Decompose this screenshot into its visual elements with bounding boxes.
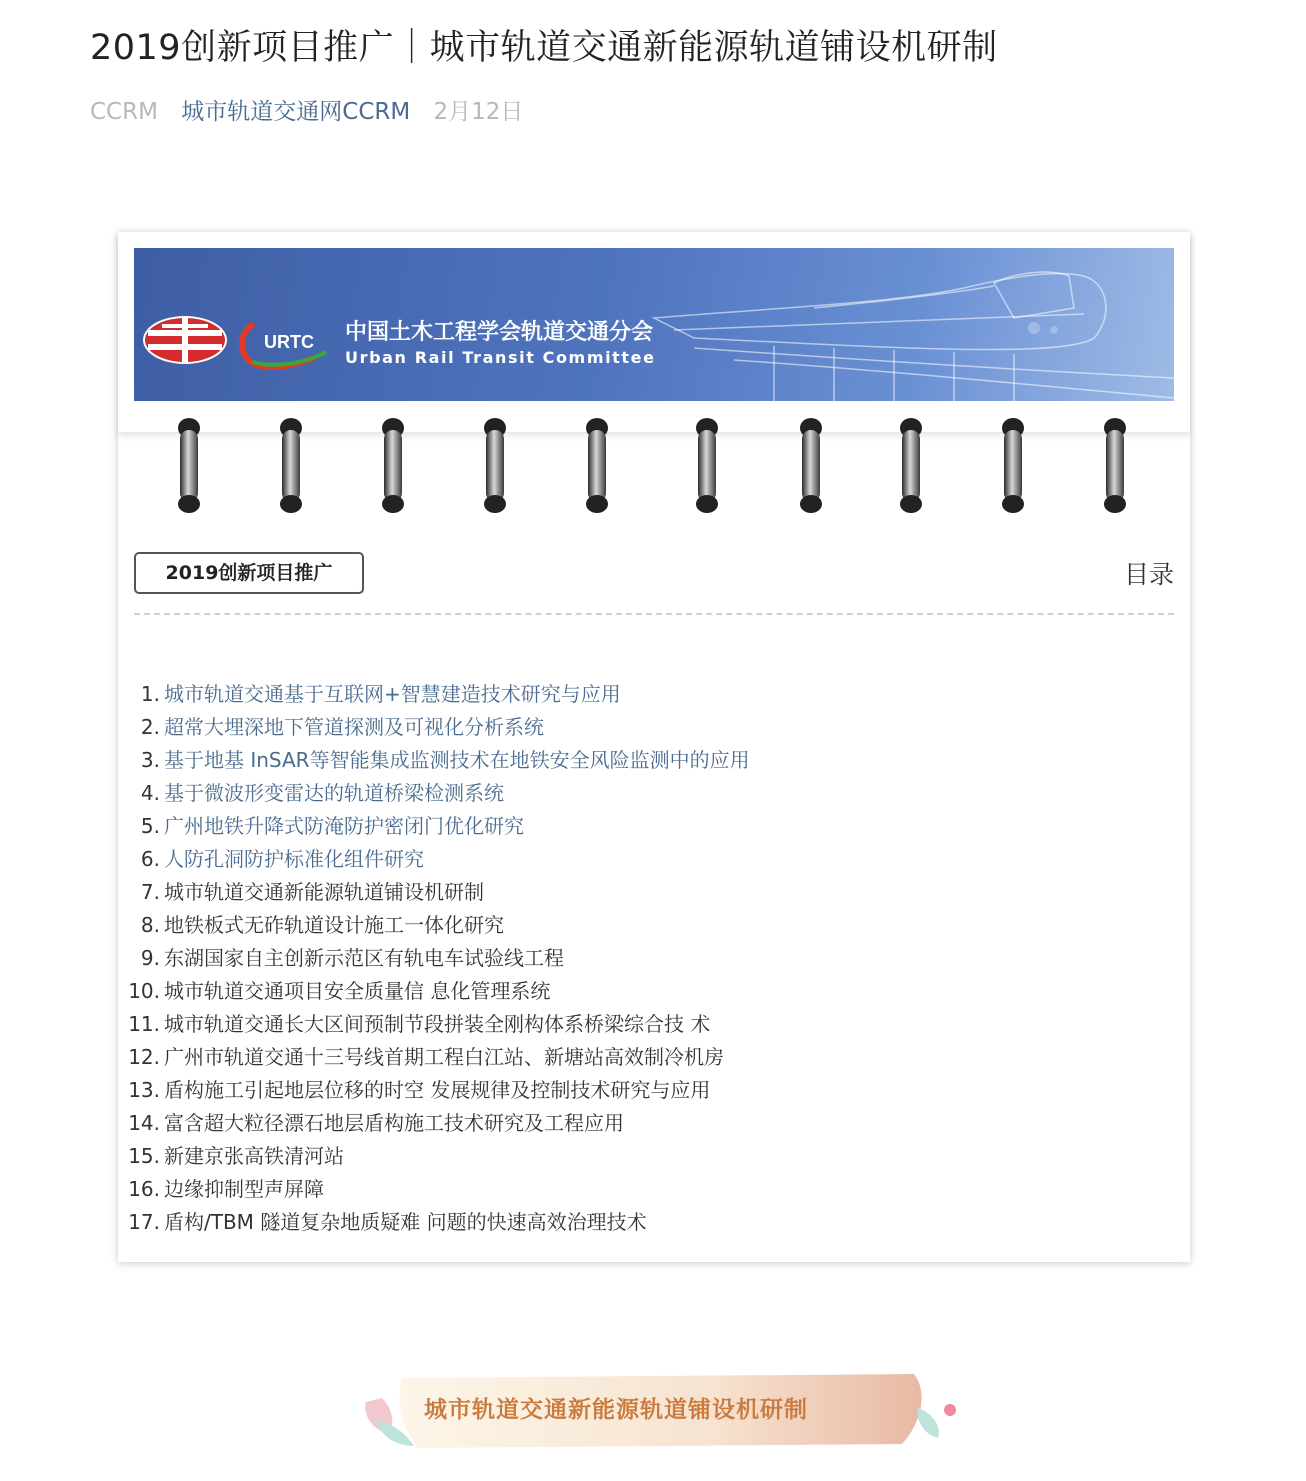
toc-item-number: 11. xyxy=(128,1012,160,1036)
toc-item-number: 14. xyxy=(128,1111,160,1135)
toc-item-number: 16. xyxy=(128,1177,160,1201)
toc-item[interactable] xyxy=(118,711,1190,744)
toc-item-number: 12. xyxy=(128,1045,160,1069)
toc-item-text[interactable]: 人防孔洞防护标准化组件研究 xyxy=(164,847,424,871)
toc-item-number: 15. xyxy=(128,1144,160,1168)
toc-item-text[interactable]: 城市轨道交通基于互联网+智慧建造技术研究与应用 xyxy=(164,682,621,706)
binding-ring-icon xyxy=(690,418,724,514)
toc-item-text[interactable]: 广州地铁升降式防淹防护密闭门优化研究 xyxy=(164,814,524,838)
toc-label: 目录 xyxy=(1123,560,1174,589)
toc-item-text: 东湖国家自主创新示范区有轨电车试验线工程 xyxy=(164,946,564,970)
toc-item-text: 盾构/TBM 隧道复杂地质疑难 问题的快速高效治理技术 xyxy=(164,1210,647,1234)
toc-item-number: 2. xyxy=(140,715,160,739)
toc-item-text: 新建京张高铁清河站 xyxy=(164,1144,344,1168)
binding-ring-icon xyxy=(478,418,512,514)
toc-item xyxy=(118,1206,1190,1239)
header-banner xyxy=(134,248,1174,401)
toc-item xyxy=(118,1041,1190,1074)
toc-item xyxy=(118,1008,1190,1041)
toc-item xyxy=(118,975,1190,1008)
ccrm-logo-icon xyxy=(140,314,230,366)
toc-item-number: 7. xyxy=(140,880,160,904)
footer-title: 城市轨道交通新能源轨道铺设机研制 xyxy=(424,1397,808,1423)
toc-item-text: 城市轨道交通新能源轨道铺设机研制 xyxy=(164,880,484,904)
dashed-divider xyxy=(134,613,1174,615)
toc-item xyxy=(118,1173,1190,1206)
toc-item-text: 盾构施工引起地层位移的时空 发展规律及控制技术研究与应用 xyxy=(164,1078,711,1102)
account-link[interactable]: 城市轨道交通网CCRM xyxy=(181,99,411,125)
toc-item xyxy=(118,909,1190,942)
binding-ring-icon xyxy=(580,418,614,514)
toc-item xyxy=(118,942,1190,975)
section-tag: 2019创新项目推广 xyxy=(134,552,364,594)
urtc-logo-text: URTC xyxy=(264,332,314,352)
toc-item-number: 3. xyxy=(140,748,160,772)
binding-ring-icon xyxy=(376,418,410,514)
toc-list xyxy=(118,678,1190,1239)
toc-item-number: 8. xyxy=(140,913,160,937)
toc-item-number: 9. xyxy=(140,946,160,970)
article-title: 2019创新项目推广｜城市轨道交通新能源轨道铺设机研制 xyxy=(90,28,998,68)
binding-ring-icon xyxy=(274,418,308,514)
toc-item-number: 5. xyxy=(140,814,160,838)
toc-item xyxy=(118,876,1190,909)
spiral-binding xyxy=(118,418,1190,518)
binding-ring-icon xyxy=(172,418,206,514)
toc-item[interactable] xyxy=(118,678,1190,711)
toc-item-number: 4. xyxy=(140,781,160,805)
toc-item-number: 6. xyxy=(140,847,160,871)
toc-item[interactable] xyxy=(118,810,1190,843)
urtc-logo-icon xyxy=(234,314,334,370)
binding-ring-icon xyxy=(1098,418,1132,514)
toc-item-text[interactable]: 超常大埋深地下管道探测及可视化分析系统 xyxy=(164,715,544,739)
toc-item-text: 广州市轨道交通十三号线首期工程白江站、新塘站高效制冷机房 xyxy=(164,1045,724,1069)
article-source: CCRM xyxy=(90,99,158,125)
toc-item[interactable] xyxy=(118,744,1190,777)
toc-item-text: 城市轨道交通长大区间预制节段拼装全刚构体系桥梁综合技 术 xyxy=(164,1012,711,1036)
toc-item xyxy=(118,1107,1190,1140)
toc-item-text: 富含超大粒径漂石地层盾构施工技术研究及工程应用 xyxy=(164,1111,624,1135)
article-meta xyxy=(90,97,523,127)
toc-item[interactable] xyxy=(118,843,1190,876)
binding-ring-icon xyxy=(894,418,928,514)
toc-item-number: 10. xyxy=(128,979,160,1003)
org-name-cn: 中国土木工程学会轨道交通分会 xyxy=(345,320,654,345)
binding-ring-icon xyxy=(996,418,1030,514)
org-name-en: Urban Rail Transit Committee xyxy=(345,348,656,367)
footer-banner xyxy=(362,1372,962,1452)
notebook-card xyxy=(118,232,1190,1262)
toc-item-text[interactable]: 基于地基 InSAR等智能集成监测技术在地铁安全风险监测中的应用 xyxy=(164,748,750,772)
toc-item-text[interactable]: 基于微波形变雷达的轨道桥梁检测系统 xyxy=(164,781,504,805)
toc-item-number: 13. xyxy=(128,1078,160,1102)
toc-item xyxy=(118,1074,1190,1107)
toc-item-text: 地铁板式无砟轨道设计施工一体化研究 xyxy=(164,913,504,937)
publish-date: 2月12日 xyxy=(433,99,524,125)
toc-item-number: 17. xyxy=(128,1210,160,1234)
toc-item[interactable] xyxy=(118,777,1190,810)
binding-ring-icon xyxy=(794,418,828,514)
toc-item-text: 城市轨道交通项目安全质量信 息化管理系统 xyxy=(164,979,551,1003)
toc-item-text: 边缘抑制型声屏障 xyxy=(164,1177,324,1201)
toc-item-number: 1. xyxy=(140,682,160,706)
notebook-cover xyxy=(118,232,1190,432)
toc-item xyxy=(118,1140,1190,1173)
